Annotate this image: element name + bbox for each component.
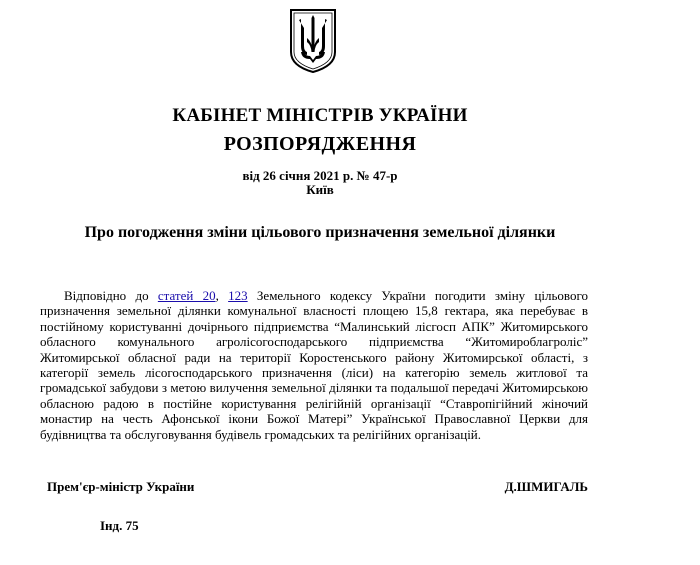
link-article-123[interactable]: 123 — [228, 288, 248, 303]
document-type: РОЗПОРЯДЖЕННЯ — [223, 133, 417, 155]
signatory-name: Д.ШМИГАЛЬ — [504, 479, 588, 494]
body-paragraph — [40, 288, 588, 442]
authority-title: КАБІНЕТ МІНІСТРІВ УКРАЇНИ — [172, 105, 468, 126]
signatory-position: Прем'єр-міністр України — [47, 479, 195, 494]
trident-coat-of-arms-icon — [288, 8, 338, 74]
body-rest: Земельного кодексу України погодити зміну цільового призначення земельної ділянки комунальної власності площею 15,8 гектара, яка перебуває в постійному користуванні дочірнього підприємства “Малинський лісгосп АПК” Житомирського обласного комунального агролісогосподарського підприємства “Житомироблагроліс” Житомирської обласної ради на території Коростенського району Житомирської області, з категорії земель лісогосподарського призначення (ліси) на категорію земель житлової та громадської забудови з метою вилучення земельної ділянки та подальшої передачі Житомирською обласною радою в постійне користування релігійній організації “Ставропігійний жіночий монастир на честь Афонської ікони Божої Матері” Української Православної Церкви для будівництва та обслуговування будівель громадських та релігійних організацій. — [40, 288, 588, 442]
link-articles-20[interactable]: статей 20 — [157, 288, 216, 303]
date-line: від 26 січня 2021 р. № 47-р — [242, 168, 398, 183]
body-intro: Відповідно до — [64, 288, 158, 303]
document-index: Інд. 75 — [100, 518, 139, 533]
city: Київ — [306, 182, 334, 197]
document-subject: Про погодження зміни цільового призначення земельної ділянки — [84, 224, 556, 241]
body-separator: , — [215, 288, 229, 303]
